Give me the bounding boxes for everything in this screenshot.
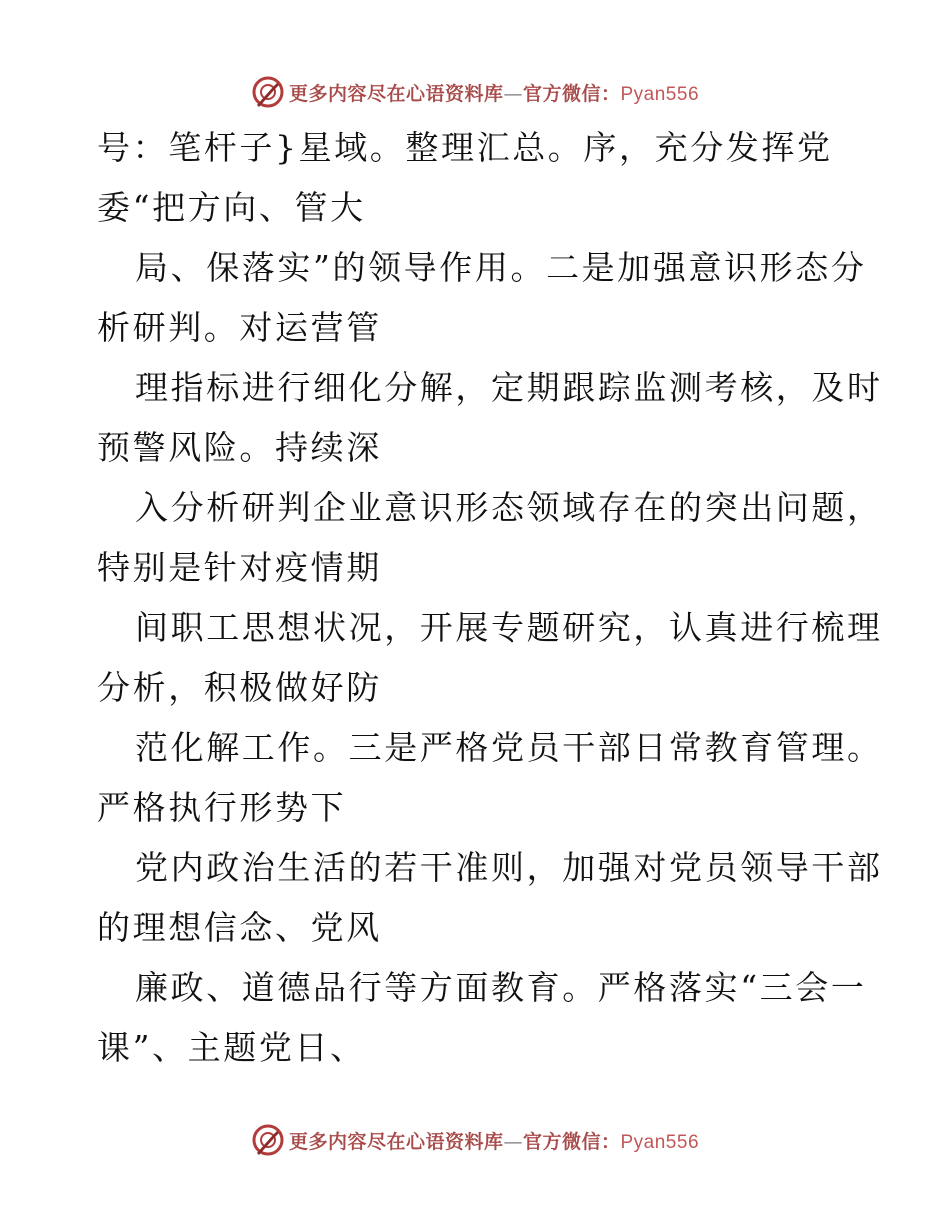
text-line-16: 课”、主题党日、 xyxy=(97,1028,366,1067)
text-line-6: 预警风险。持续深 xyxy=(97,428,382,467)
document-body xyxy=(97,118,883,1078)
pen-logo-icon xyxy=(251,75,285,109)
watermark-text: 更多内容尽在心语资料库—官方微信：Pyan556 xyxy=(288,1130,700,1153)
text-line-15: 廉政、道德品行等方面教育。严格落实“三会一 xyxy=(135,968,867,1007)
text-line-4: 析研判。对运营管 xyxy=(97,308,382,347)
text-line-11: 范化解工作。三是严格党员干部日常教育管理。 xyxy=(135,728,883,767)
text-line-7: 入分析研判企业意识形态领域存在的突出问题， xyxy=(135,488,883,527)
text-line-3: 局、保落实”的领导作用。二是加强意识形态分 xyxy=(135,248,867,287)
text-line-8: 特别是针对疫情期 xyxy=(97,548,382,587)
text-line-2: 委“把方向、管大 xyxy=(97,188,366,227)
pen-logo-icon xyxy=(251,1123,285,1157)
watermark-text: 更多内容尽在心语资料库—官方微信：Pyan556 xyxy=(288,82,700,105)
header-watermark xyxy=(0,72,950,112)
text-line-5: 理指标进行细化分解，定期跟踪监测考核，及时 xyxy=(135,368,883,407)
text-line-13: 党内政治生活的若干准则，加强对党员领导干部 xyxy=(135,848,883,887)
text-line-14: 的理想信念、党风 xyxy=(97,908,382,947)
text-line-1: 号：笔杆子}星域。整理汇总。序，充分发挥党 xyxy=(97,128,833,167)
footer-watermark xyxy=(0,1120,950,1160)
text-line-9: 间职工思想状况，开展专题研究，认真进行梳理 xyxy=(135,608,883,647)
text-line-10: 分析，积极做好防 xyxy=(97,668,382,707)
text-line-12: 严格执行形势下 xyxy=(97,788,347,827)
